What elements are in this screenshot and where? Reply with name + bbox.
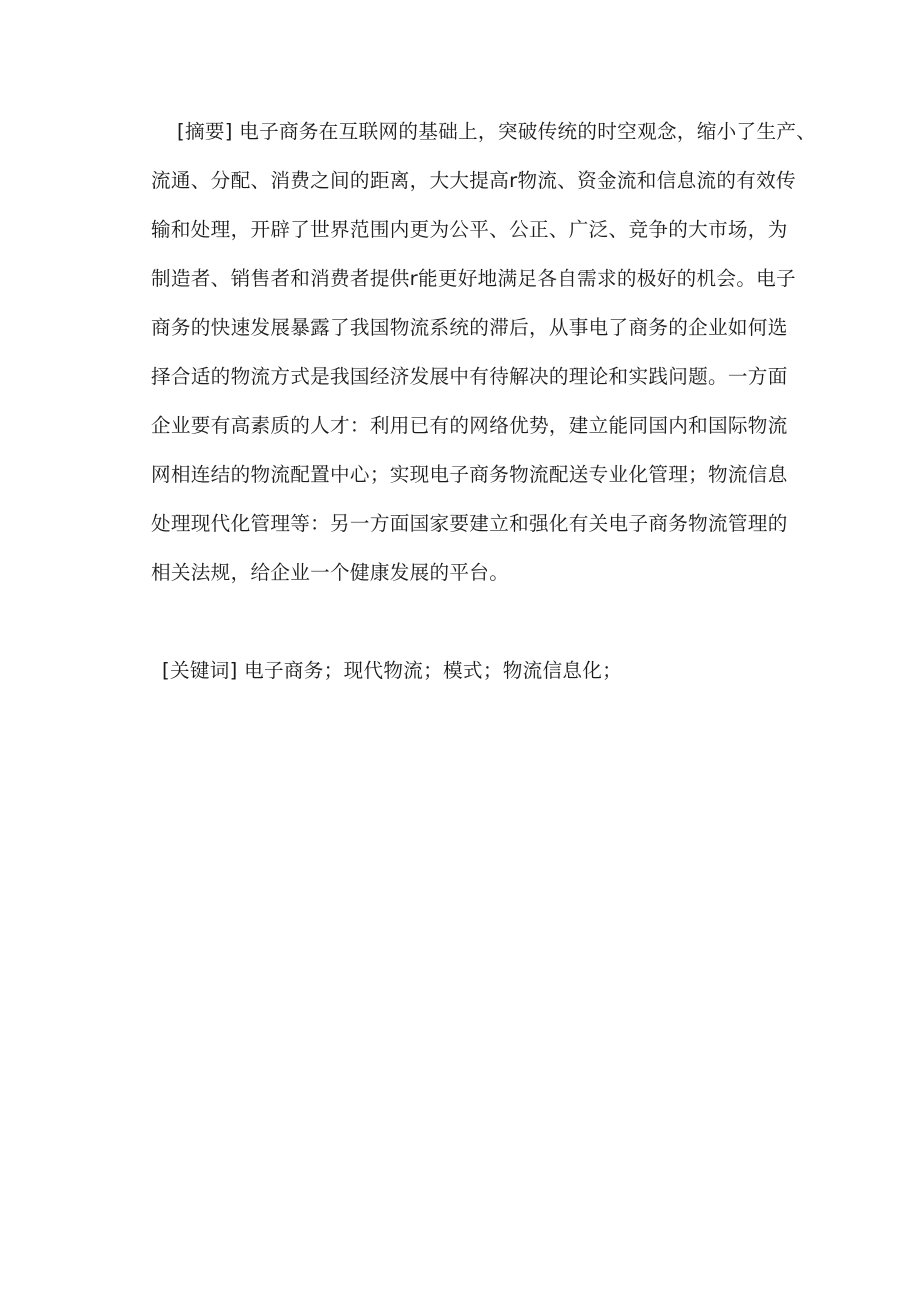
abstract-line: 处理现代化管理等：另一方面国家要建立和强化有关电子商务物流管理的 <box>151 512 788 535</box>
abstract-line: 商务的快速发展暴露了我国物流系统的滞后，从事电了商务的企业如何选 <box>151 316 788 339</box>
abstract-line: 择合适的物流方式是我国经济发展中有待解决的理论和实践问题。一方面 <box>151 365 788 388</box>
abstract-line: [摘要] 电子商务在互联网的基础上，突破传统的时空观念，缩小了生产、 <box>177 120 817 143</box>
abstract-line: 企业要有高素质的人才：利用已有的网络优势，建立能同国内和国际物流 <box>151 414 788 437</box>
abstract-line: 相关法规，给企业一个健康发展的平台。 <box>151 561 510 584</box>
abstract-line: 流通、分配、消费之间的距离，大大提高r物流、资金流和信息流的有效传 <box>151 169 796 192</box>
abstract-line: 输和处理，开辟了世界范围内更为公平、公正、广泛、竞争的大市场，为 <box>151 218 788 241</box>
keywords-line: [关键词] 电子商务；现代物流；模式；物流信息化； <box>162 659 623 682</box>
abstract-line: 网相连结的物流配置中心；实现电子商务物流配送专业化管理；物流信息 <box>151 463 788 486</box>
abstract-line: 制造者、销售者和消费者提供r能更好地满足各自需求的极好的机会。电子 <box>151 267 796 290</box>
abstract-paragraph <box>151 112 817 602</box>
